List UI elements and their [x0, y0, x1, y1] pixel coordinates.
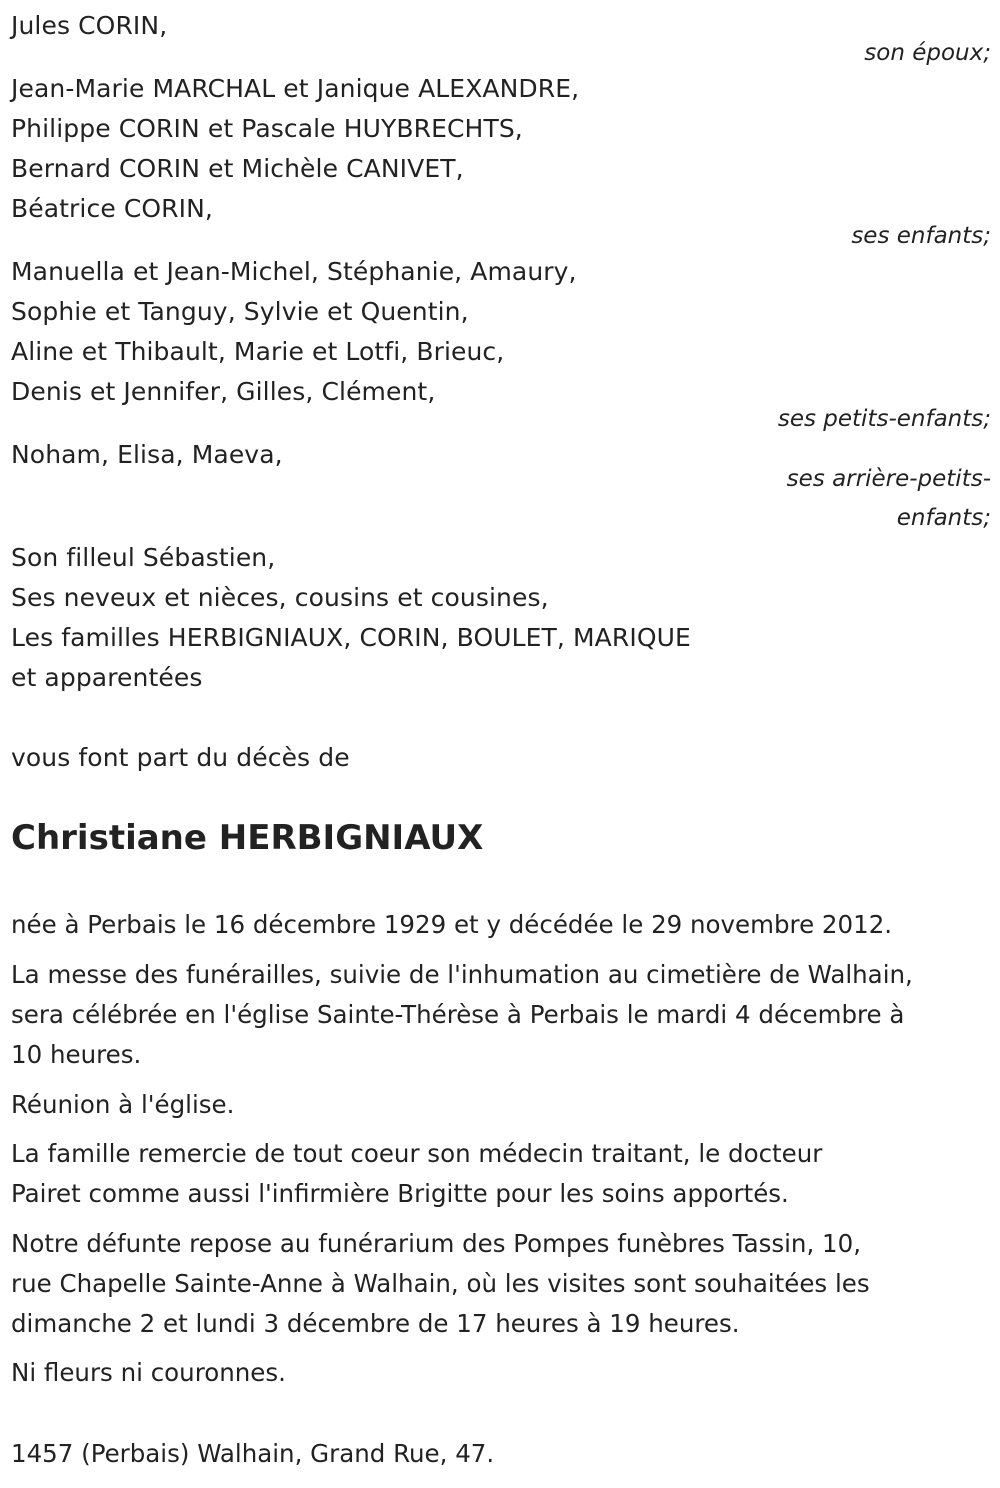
paragraph-line: Réunion à l'église.	[11, 1090, 235, 1119]
family-line: et apparentées	[11, 663, 203, 692]
family-line: Son filleul Sébastien,	[11, 543, 276, 572]
paragraph-line: dimanche 2 et lundi 3 décembre de 17 heures à 19 heures.	[11, 1309, 740, 1338]
paragraph-funeral	[11, 955, 991, 1075]
paragraph-birth	[11, 905, 991, 945]
announcement-text: vous font part du décès de	[11, 743, 350, 772]
paragraph-line: Pairet comme aussi l'infirmière Brigitte pour les soins apportés.	[11, 1179, 789, 1208]
family-line: Jules CORIN,	[11, 11, 168, 40]
family-line: Béatrice CORIN,	[11, 194, 213, 223]
family-role: ses petits-enfants;	[777, 406, 991, 432]
paragraph-line: née à Perbais le 16 décembre 1929 et y décédée le 29 novembre 2012.	[11, 910, 893, 939]
deceased-name: Christiane HERBIGNIAUX	[11, 818, 484, 858]
family-role: ses enfants;	[851, 223, 991, 249]
announcement	[11, 738, 991, 778]
family-line: Bernard CORIN et Michèle CANIVET,	[11, 154, 464, 183]
family-group-spouse	[11, 6, 991, 72]
paragraph-funerarium	[11, 1224, 991, 1344]
paragraph-line: La messe des funérailles, suivie de l'inhumation au cimetière de Walhain,	[11, 960, 913, 989]
family-line: Denis et Jennifer, Gilles, Clément,	[11, 377, 436, 406]
paragraph-line: 10 heures.	[11, 1040, 142, 1069]
family-line: Sophie et Tanguy, Sylvie et Quentin,	[11, 297, 469, 326]
deceased-name-block	[11, 816, 991, 860]
paragraph-no-flowers	[11, 1353, 991, 1393]
address-text: 1457 (Perbais) Walhain, Grand Rue, 47.	[11, 1439, 495, 1468]
family-line: Aline et Thibault, Marie et Lotfi, Brieuc,	[11, 337, 505, 366]
paragraph-line: Notre défunte repose au funérarium des Pompes funèbres Tassin, 10,	[11, 1229, 861, 1258]
address	[11, 1434, 991, 1474]
paragraph-line: rue Chapelle Sainte-Anne à Walhain, où les visites sont souhaitées les	[11, 1269, 870, 1298]
paragraph-line: sera célébrée en l'église Sainte-Thérèse à Perbais le mardi 4 décembre à	[11, 1000, 905, 1029]
family-role: son époux;	[864, 40, 991, 66]
family-line: Jean-Marie MARCHAL et Janique ALEXANDRE,	[11, 74, 580, 103]
family-line: Philippe CORIN et Pascale HUYBRECHTS,	[11, 114, 523, 143]
family-group-children	[11, 69, 991, 255]
family-group-others	[11, 538, 991, 698]
family-line: Manuella et Jean-Michel, Stéphanie, Amaury,	[11, 257, 577, 286]
family-role: enfants;	[896, 505, 991, 531]
family-line: Ses neveux et nièces, cousins et cousines,	[11, 583, 549, 612]
paragraph-line: Ni fleurs ni couronnes.	[11, 1358, 286, 1387]
family-line: Noham, Elisa, Maeva,	[11, 440, 283, 469]
family-group-grandchildren	[11, 252, 991, 438]
paragraph-thanks	[11, 1134, 991, 1214]
paragraph-line: La famille remercie de tout coeur son médecin traitant, le docteur	[11, 1139, 823, 1168]
paragraph-meeting	[11, 1085, 991, 1125]
family-role: ses arrière-petits-	[786, 466, 991, 492]
family-line: Les familles HERBIGNIAUX, CORIN, BOULET, MARIQUE	[11, 623, 691, 652]
family-group-great-grandchildren	[11, 435, 991, 537]
